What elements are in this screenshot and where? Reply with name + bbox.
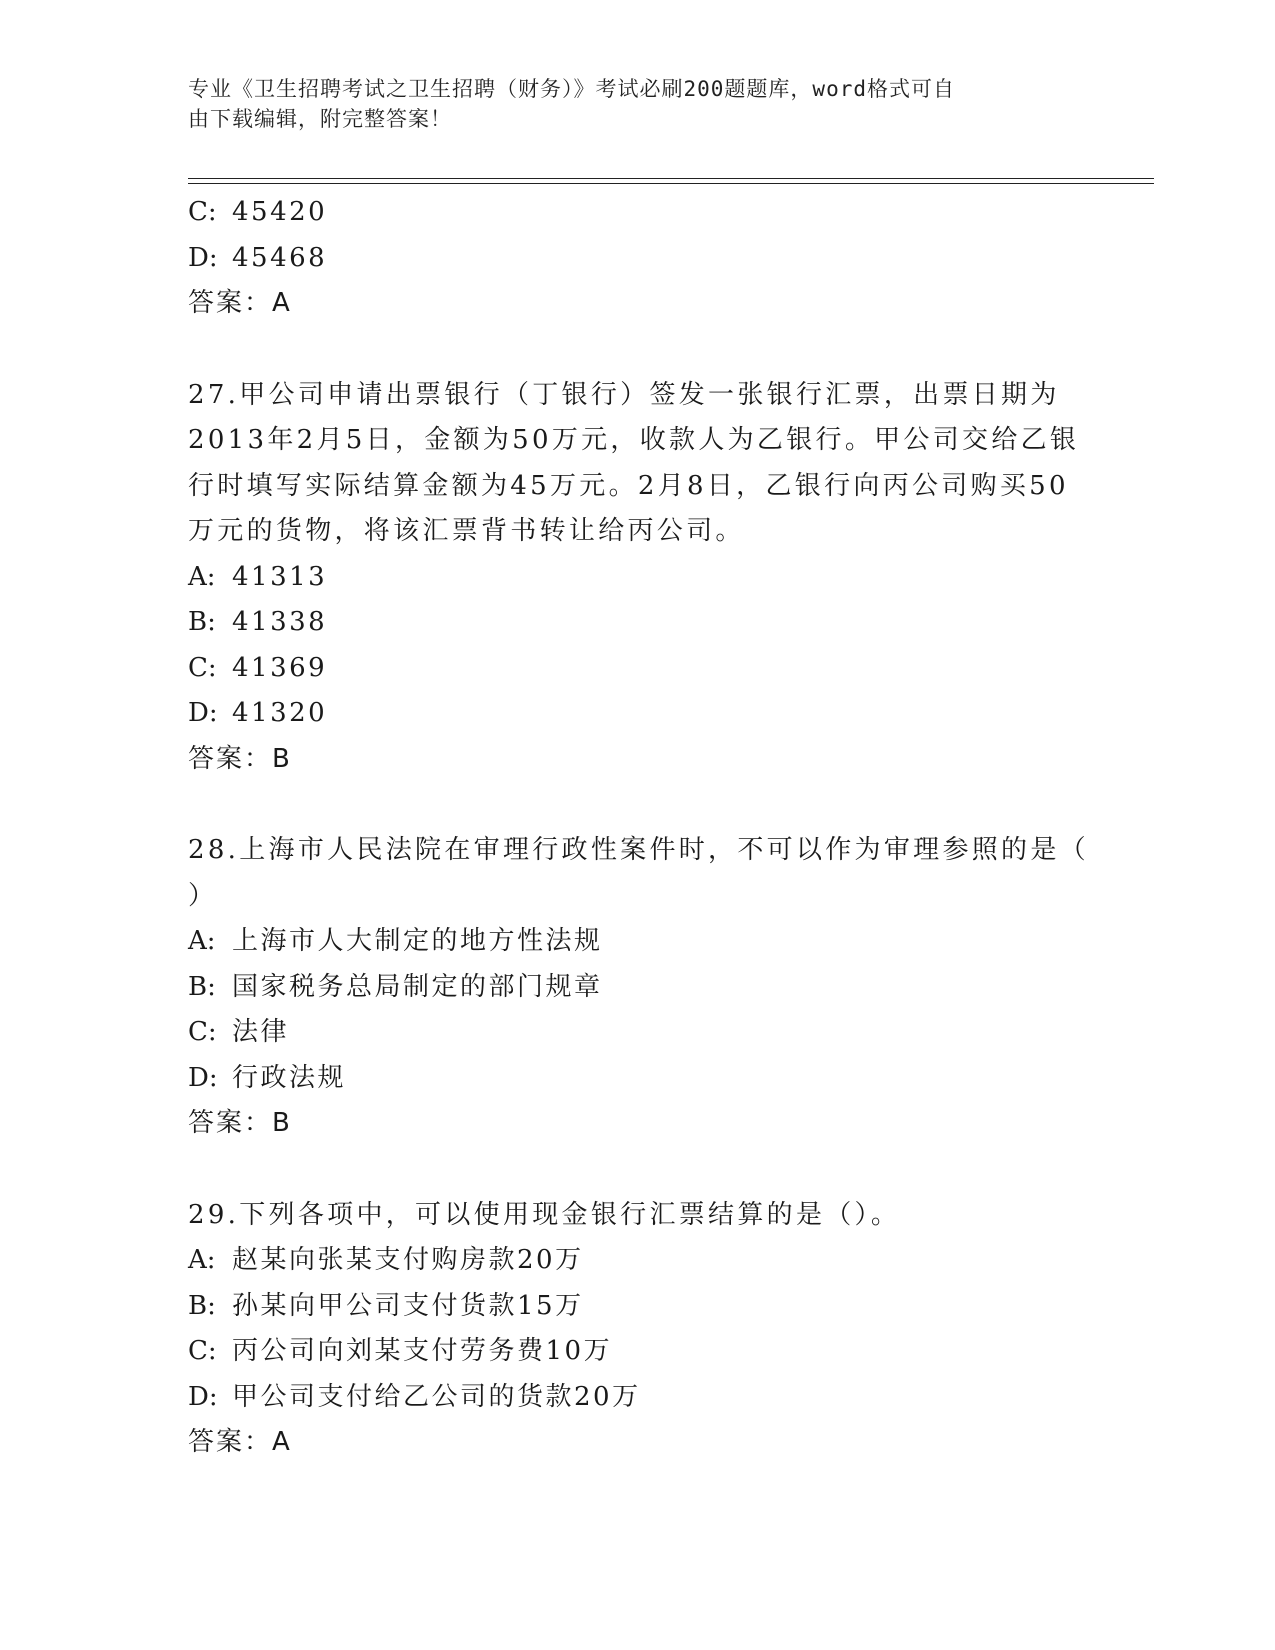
document-header: [188, 74, 1068, 134]
option-d: D: 甲公司支付给乙公司的货款20万: [188, 1381, 641, 1412]
option-a: A: 41313: [188, 561, 328, 592]
question-text-line: 28.上海市人民法院在审理行政性案件时，不可以作为审理参照的是（: [188, 835, 1089, 865]
header-line-2: 由下载编辑，附完整答案！: [188, 107, 452, 131]
answer: 答案：B: [188, 1108, 292, 1138]
question-26-tail: [188, 190, 1088, 327]
question-text-line: 行时填写实际结算金额为45万元。2月8日，乙银行向丙公司购买50: [188, 470, 1069, 501]
option-d: D: 行政法规: [188, 1062, 347, 1093]
header-line-1: 专业《卫生招聘考试之卫生招聘（财务）》考试必刷200题题库，word格式可自: [188, 77, 955, 101]
question-28: [188, 828, 1088, 1147]
question-text-line: 2013年2月5日，金额为50万元，收款人为乙银行。甲公司交给乙银: [188, 425, 1080, 455]
header-rule-bottom: [188, 183, 1154, 184]
option-a: A: 上海市人大制定的地方性法规: [188, 926, 603, 956]
answer: 答案：B: [188, 743, 292, 774]
option-c: C: 丙公司向刘某支付劳务费10万: [188, 1336, 613, 1366]
option-a: A: 赵某向张某支付购房款20万: [188, 1245, 584, 1275]
answer: 答案：A: [188, 288, 292, 318]
option-d: D: 41320: [188, 698, 328, 728]
question-content: [188, 190, 1088, 1466]
option-b: B: 国家税务总局制定的部门规章: [188, 971, 603, 1002]
option-d: D: 45468: [188, 242, 328, 273]
question-29: [188, 1193, 1088, 1466]
question-27: [188, 373, 1088, 783]
option-c: C: 41369: [188, 652, 328, 683]
question-text-line: 万元的货物，将该汇票背书转让给丙公司。: [188, 516, 745, 546]
option-c: C: 法律: [188, 1017, 290, 1047]
answer: 答案：A: [188, 1427, 292, 1457]
question-text-line: 27.甲公司申请出票银行（丁银行）签发一张银行汇票，出票日期为: [188, 379, 1060, 410]
option-b: B: 41338: [188, 607, 328, 637]
question-text-line: 29.下列各项中，可以使用现金银行汇票结算的是（）。: [188, 1199, 901, 1230]
option-b: B: 孙某向甲公司支付货款15万: [188, 1290, 584, 1321]
header-rule-top: [188, 178, 1154, 179]
question-text-line: ）: [188, 880, 218, 911]
option-c: C: 45420: [188, 197, 328, 227]
